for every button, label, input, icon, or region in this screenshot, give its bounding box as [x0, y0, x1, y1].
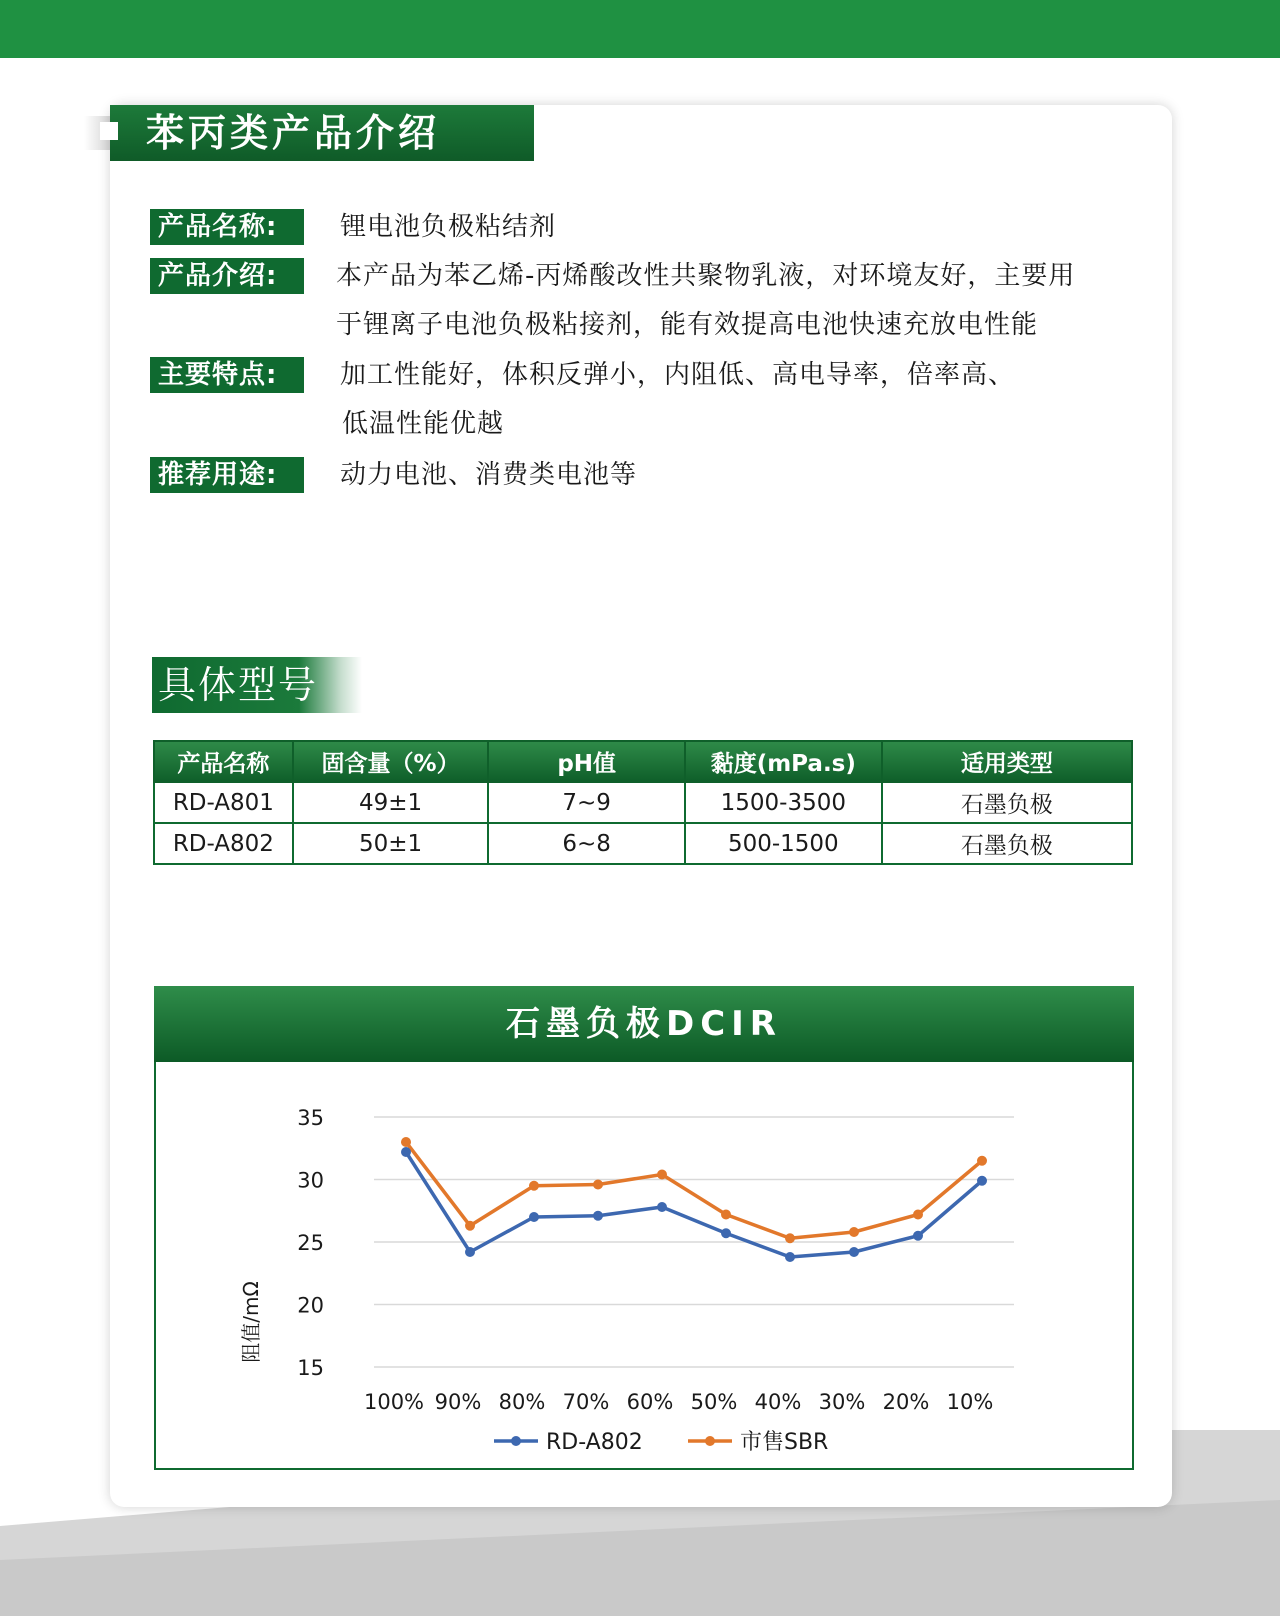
data-point	[849, 1227, 859, 1237]
field-text-main-features-line2: 低温性能优越	[342, 409, 505, 439]
data-point	[529, 1181, 539, 1191]
data-point	[913, 1231, 923, 1241]
data-point	[401, 1147, 411, 1157]
data-point	[785, 1252, 795, 1262]
x-tick-label: 30%	[818, 1390, 866, 1414]
field-text-product-name: 锂电池负极粘结剂	[340, 212, 557, 242]
table-cell: 500-1500	[685, 823, 882, 864]
x-tick-label: 70%	[562, 1390, 610, 1414]
table-cell: 6~8	[488, 823, 685, 864]
legend-marker	[705, 1436, 715, 1446]
field-text-recommended-use: 动力电池、消费类电池等	[340, 460, 638, 490]
data-point	[401, 1137, 411, 1147]
field-text-product-intro-line2: 于锂离子电池负极粘接剂，能有效提高电池快速充放电性能	[336, 310, 1039, 340]
table-header-cell: pH值	[488, 741, 685, 782]
field-label-product-name: 产品名称:	[150, 209, 304, 245]
table-cell: 1500-3500	[685, 782, 882, 823]
y-tick-label: 30	[297, 1168, 324, 1193]
data-point	[977, 1156, 987, 1166]
data-point	[721, 1210, 731, 1220]
x-tick-label: 90%	[434, 1390, 482, 1414]
y-axis-label: 阻值/mΩ	[239, 1281, 263, 1363]
data-point	[657, 1170, 667, 1180]
y-tick-label: 35	[297, 1106, 324, 1130]
field-label-product-intro: 产品介绍:	[150, 258, 304, 294]
chart-title: 石墨负极DCIR	[154, 986, 1134, 1062]
y-tick-label: 20	[297, 1293, 324, 1318]
y-tick-label: 15	[297, 1356, 324, 1380]
table-header-row	[154, 741, 1132, 782]
data-point	[977, 1176, 987, 1186]
field-label-recommended-use: 推荐用途:	[150, 457, 304, 493]
field-text-product-intro-line1: 本产品为苯乙烯-丙烯酸改性共聚物乳液，对环境友好，主要用	[336, 261, 1076, 291]
legend-marker	[511, 1436, 521, 1446]
table-header-cell: 产品名称	[154, 741, 293, 782]
data-point	[529, 1212, 539, 1222]
data-point	[657, 1202, 667, 1212]
data-point	[465, 1247, 475, 1257]
x-tick-label: 80%	[498, 1390, 546, 1414]
table-header-cell: 黏度(mPa.s)	[685, 741, 882, 782]
x-tick-label: 60%	[626, 1390, 674, 1414]
data-point	[721, 1228, 731, 1238]
table-cell: 7~9	[488, 782, 685, 823]
x-tick-label: 50%	[690, 1390, 738, 1414]
table-cell: 石墨负极	[882, 823, 1132, 864]
table-row	[154, 782, 1132, 823]
table-row	[154, 823, 1132, 864]
table-header-cell: 适用类型	[882, 741, 1132, 782]
series-line	[406, 1142, 982, 1238]
table-header-cell: 固含量（%）	[293, 741, 489, 782]
y-tick-label: 25	[297, 1231, 324, 1255]
data-point	[785, 1233, 795, 1243]
dcir-line-chart	[156, 1062, 1132, 1468]
table-cell: RD-A802	[154, 823, 293, 864]
legend-label: 市售SBR	[740, 1430, 829, 1455]
top-banner-bar	[0, 0, 1280, 58]
table-cell: 50±1	[293, 823, 489, 864]
data-point	[593, 1211, 603, 1221]
table-cell: 石墨负极	[882, 782, 1132, 823]
field-label-main-features: 主要特点:	[150, 357, 304, 393]
table-cell: RD-A801	[154, 782, 293, 823]
data-point	[849, 1247, 859, 1257]
legend-label: RD-A802	[546, 1430, 643, 1455]
section-title-models: 具体型号	[152, 657, 362, 713]
data-point	[593, 1180, 603, 1190]
x-tick-label: 40%	[754, 1390, 802, 1414]
x-tick-label: 20%	[882, 1390, 930, 1414]
x-tick-label: 10%	[946, 1390, 994, 1414]
title-square-decoration	[100, 122, 118, 140]
spec-table	[153, 740, 1133, 865]
data-point	[913, 1210, 923, 1220]
field-text-main-features-line1: 加工性能好，体积反弹小，内阻低、高电导率，倍率高、	[340, 360, 1016, 390]
table-cell: 49±1	[293, 782, 489, 823]
main-title: 苯丙类产品介绍	[110, 105, 534, 161]
data-point	[465, 1221, 475, 1231]
x-tick-label: 100%	[363, 1390, 425, 1414]
